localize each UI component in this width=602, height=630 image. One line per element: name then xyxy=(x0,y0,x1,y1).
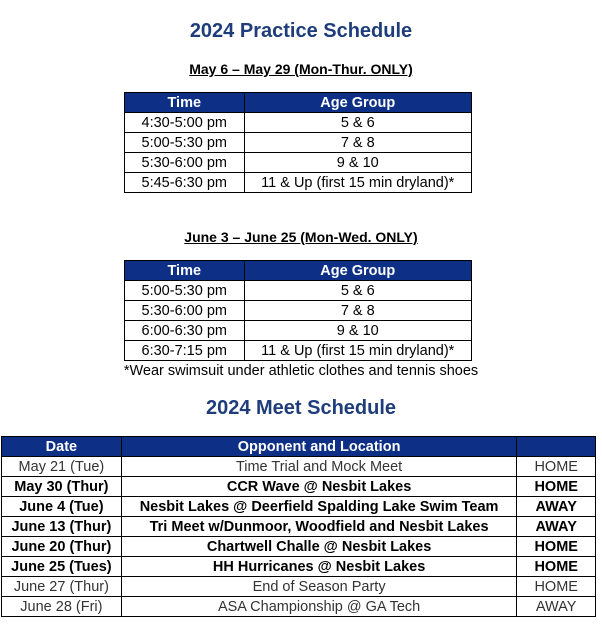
table-row xyxy=(125,173,472,193)
venue-cell: HOME xyxy=(517,457,596,477)
time-cell: 5:00-5:30 pm xyxy=(125,281,245,301)
opponent-cell: Tri Meet w/Dunmoor, Woodfield and Nesbit Lakes xyxy=(121,517,517,537)
column-header-venue xyxy=(517,437,596,457)
time-cell: 6:30-7:15 pm xyxy=(125,341,245,361)
venue-cell: HOME xyxy=(517,557,596,577)
date-cell: June 25 (Tues) xyxy=(2,557,122,577)
date-cell: May 30 (Thur) xyxy=(2,477,122,497)
age-group-cell: 11 & Up (first 15 min dryland)* xyxy=(244,341,472,361)
date-cell: June 20 (Thur) xyxy=(2,537,122,557)
table-row xyxy=(2,497,596,517)
table-row xyxy=(125,133,472,153)
date-cell: June 27 (Thur) xyxy=(2,577,122,597)
date-cell: May 21 (Tue) xyxy=(2,457,122,477)
table-row xyxy=(125,321,472,341)
swimsuit-note: *Wear swimsuit under athletic clothes and tennis shoes xyxy=(123,363,479,379)
date-cell: June 28 (Fri) xyxy=(2,597,122,617)
age-group-cell: 7 & 8 xyxy=(244,133,472,153)
time-cell: 4:30-5:00 pm xyxy=(125,113,245,133)
table-header-row xyxy=(125,93,472,113)
opponent-cell: ASA Championship @ GA Tech xyxy=(121,597,517,617)
date-cell: June 4 (Tue) xyxy=(2,497,122,517)
venue-cell: HOME xyxy=(517,477,596,497)
age-group-cell: 7 & 8 xyxy=(244,301,472,321)
table-row xyxy=(125,301,472,321)
time-cell: 5:45-6:30 pm xyxy=(125,173,245,193)
column-header-time: Time xyxy=(125,261,245,281)
age-group-cell: 5 & 6 xyxy=(244,281,472,301)
meet-schedule-title: 2024 Meet Schedule xyxy=(205,397,397,419)
time-cell: 5:00-5:30 pm xyxy=(125,133,245,153)
table-row xyxy=(2,477,596,497)
time-cell: 6:00-6:30 pm xyxy=(125,321,245,341)
age-group-cell: 5 & 6 xyxy=(244,113,472,133)
table-header-row xyxy=(2,437,596,457)
venue-cell: AWAY xyxy=(517,517,596,537)
practice-schedule-title: 2024 Practice Schedule xyxy=(189,20,413,42)
opponent-cell: CCR Wave @ Nesbit Lakes xyxy=(121,477,517,497)
session-1-heading: May 6 – May 29 (Mon-Thur. ONLY) xyxy=(189,61,413,77)
table-row xyxy=(2,597,596,617)
table-row xyxy=(2,457,596,477)
opponent-cell: Nesbit Lakes @ Deerfield Spalding Lake Swim Team xyxy=(121,497,517,517)
table-row xyxy=(2,517,596,537)
opponent-cell: Chartwell Challe @ Nesbit Lakes xyxy=(121,537,517,557)
table-row xyxy=(2,537,596,557)
table-row xyxy=(2,557,596,577)
meet-table xyxy=(1,436,596,617)
venue-cell: HOME xyxy=(517,577,596,597)
practice-table-may xyxy=(124,92,472,193)
column-header-date: Date xyxy=(2,437,122,457)
column-header-time: Time xyxy=(125,93,245,113)
age-group-cell: 9 & 10 xyxy=(244,153,472,173)
column-header-age-group: Age Group xyxy=(244,93,472,113)
opponent-cell: End of Season Party xyxy=(121,577,517,597)
table-row xyxy=(2,577,596,597)
time-cell: 5:30-6:00 pm xyxy=(125,153,245,173)
venue-cell: HOME xyxy=(517,537,596,557)
table-row xyxy=(125,341,472,361)
column-header-age-group: Age Group xyxy=(244,261,472,281)
table-row xyxy=(125,113,472,133)
age-group-cell: 11 & Up (first 15 min dryland)* xyxy=(244,173,472,193)
table-header-row xyxy=(125,261,472,281)
practice-table-june xyxy=(124,260,472,361)
age-group-cell: 9 & 10 xyxy=(244,321,472,341)
opponent-cell: HH Hurricanes @ Nesbit Lakes xyxy=(121,557,517,577)
table-row xyxy=(125,281,472,301)
table-row xyxy=(125,153,472,173)
opponent-cell: Time Trial and Mock Meet xyxy=(121,457,517,477)
time-cell: 5:30-6:00 pm xyxy=(125,301,245,321)
venue-cell: AWAY xyxy=(517,497,596,517)
session-2-heading: June 3 – June 25 (Mon-Wed. ONLY) xyxy=(184,229,418,245)
venue-cell: AWAY xyxy=(517,597,596,617)
date-cell: June 13 (Thur) xyxy=(2,517,122,537)
column-header-opponent-location: Opponent and Location xyxy=(121,437,517,457)
